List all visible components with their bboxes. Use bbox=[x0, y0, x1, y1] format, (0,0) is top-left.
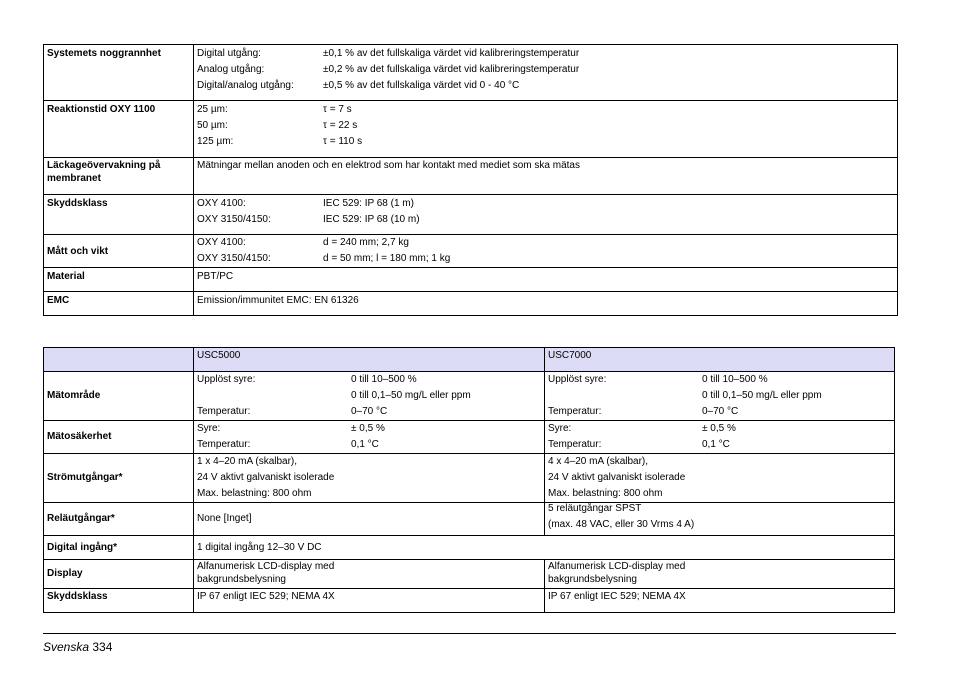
cell-usc5000: None [Inget] bbox=[194, 503, 545, 536]
table-row bbox=[44, 560, 895, 589]
cell-usc5000: 1 x 4–20 mA (skalbar), 24 V aktivt galvaniskt isolerade Max. belastning: 800 ohm bbox=[194, 454, 545, 503]
row-label: Strömutgångar* bbox=[44, 454, 194, 503]
cell-usc7000: Alfanumerisk LCD-display med bakgrundsbelysning bbox=[545, 560, 895, 589]
row-value: Digital utgång: ±0,1 % av det fullskaliga värdet vid kalibreringstemperatur Analog utgång: ±0,2 % av det fullskaliga värdet vid kalibreringstemperatur Digital/analog utgång: ±0,5 % av det fullskaliga värdet vid 0 - 40 °C bbox=[194, 45, 898, 101]
row-label: Skyddsklass bbox=[44, 589, 194, 613]
table-row bbox=[44, 589, 895, 613]
cell-usc5000: Upplöst syre: 0 till 10–500 % 0 till 0,1–50 mg/L eller ppm Temperatur: 0–70 °C bbox=[194, 372, 545, 421]
row-value: 25 µm: τ = 7 s 50 µm: τ = 22 s 125 µm: τ = 110 s bbox=[194, 101, 898, 158]
spec-table-oxy bbox=[43, 44, 898, 316]
table-row bbox=[44, 503, 895, 536]
cell-usc5000: IP 67 enligt IEC 529; NEMA 4X bbox=[194, 589, 545, 613]
table-row bbox=[44, 536, 895, 560]
row-label: Läckageövervakning på membranet bbox=[44, 158, 194, 195]
row-label: Skyddsklass bbox=[44, 195, 194, 235]
table-row bbox=[44, 268, 898, 292]
row-value: OXY 4100: d = 240 mm; 2,7 kg OXY 3150/4150: d = 50 mm; l = 180 mm; 1 kg bbox=[194, 235, 898, 268]
row-label: Reläutgångar* bbox=[44, 503, 194, 536]
cell-usc7000: 4 x 4–20 mA (skalbar), 24 V aktivt galvaniskt isolerade Max. belastning: 800 ohm bbox=[545, 454, 895, 503]
cell-usc7000: Upplöst syre: 0 till 10–500 % 0 till 0,1–50 mg/L eller ppm Temperatur: 0–70 °C bbox=[545, 372, 895, 421]
table-row bbox=[44, 421, 895, 454]
row-value: PBT/PC bbox=[194, 268, 898, 292]
row-value: Emission/immunitet EMC: EN 61326 bbox=[194, 292, 898, 316]
row-value: Mätningar mellan anoden och en elektrod som har kontakt med mediet som ska mätas bbox=[194, 158, 898, 195]
cell-usc7000: 5 reläutgångar SPST (max. 48 VAC, eller 30 Vrms 4 A) bbox=[545, 503, 895, 536]
row-label: Material bbox=[44, 268, 194, 292]
row-label: Display bbox=[44, 560, 194, 589]
table-row bbox=[44, 292, 898, 316]
table-row bbox=[44, 454, 895, 503]
table-row bbox=[44, 158, 898, 195]
row-label: Mått och vikt bbox=[44, 235, 194, 268]
cell-usc5000: Alfanumerisk LCD-display med bakgrundsbelysning bbox=[194, 560, 545, 589]
row-label: Reaktionstid OXY 1100 bbox=[44, 101, 194, 158]
table-row bbox=[44, 372, 895, 421]
table-header-row bbox=[44, 348, 895, 372]
table-row bbox=[44, 195, 898, 235]
row-value: OXY 4100: IEC 529: IP 68 (1 m) OXY 3150/4150: IEC 529: IP 68 (10 m) bbox=[194, 195, 898, 235]
row-label: EMC bbox=[44, 292, 194, 316]
column-header: USC5000 bbox=[194, 348, 545, 372]
page-footer bbox=[43, 640, 112, 654]
footer-divider bbox=[43, 633, 896, 634]
cell-both: 1 digital ingång 12–30 V DC bbox=[194, 536, 895, 560]
spec-table-usc bbox=[43, 347, 895, 613]
row-label: Mätområde bbox=[44, 372, 194, 421]
row-label: Mätosäkerhet bbox=[44, 421, 194, 454]
cell-usc5000: Syre: ± 0,5 % Temperatur: 0,1 °C bbox=[194, 421, 545, 454]
page-number: 334 bbox=[92, 640, 113, 654]
table-row bbox=[44, 45, 898, 101]
table-row bbox=[44, 101, 898, 158]
cell-usc7000: IP 67 enligt IEC 529; NEMA 4X bbox=[545, 589, 895, 613]
cell-usc7000: Syre: ± 0,5 % Temperatur: 0,1 °C bbox=[545, 421, 895, 454]
row-label: Systemets noggrannhet bbox=[44, 45, 194, 101]
table-row bbox=[44, 235, 898, 268]
row-label: Digital ingång* bbox=[44, 536, 194, 560]
footer-language: Svenska bbox=[43, 640, 90, 654]
column-header: USC7000 bbox=[545, 348, 895, 372]
